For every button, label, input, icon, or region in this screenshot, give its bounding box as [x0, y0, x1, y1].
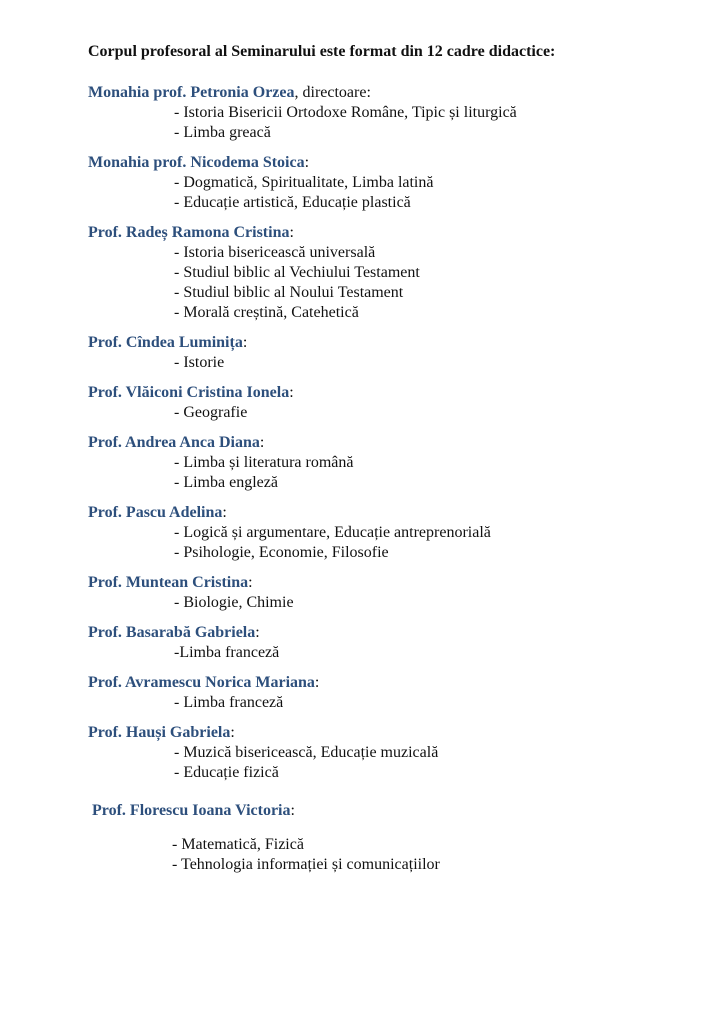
teacher-entry: [88, 223, 420, 323]
subject-item: - Dogmatică, Spiritualitate, Limba latină: [174, 174, 434, 191]
subject-list: [174, 523, 491, 563]
subject-list: [174, 173, 433, 213]
teacher-role: :: [242, 334, 248, 351]
teacher-name: Prof. Andrea Anca Diana: [88, 434, 260, 451]
subject-list: [174, 593, 294, 613]
teacher-entry: [88, 433, 353, 493]
teacher-name: Prof. Vlăiconi Cristina Ionela: [88, 384, 290, 401]
teacher-role: :: [222, 504, 227, 521]
subject-list: [174, 743, 438, 783]
teacher-entry: [92, 801, 440, 875]
teacher-heading: [88, 333, 247, 353]
teacher-heading: [88, 383, 294, 403]
subject-item: - Limba și literatura română: [174, 454, 354, 471]
subject-item: - Biologie, Chimie: [174, 594, 294, 611]
teacher-name: Prof. Basarabă Gabriela: [88, 624, 256, 641]
teacher-heading: [88, 153, 433, 173]
teacher-entry: [88, 83, 517, 143]
teacher-heading: [88, 223, 420, 243]
subject-item: - Limba greacă: [174, 124, 271, 141]
subject-item: - Istorie: [174, 354, 225, 371]
teacher-role: , directoare:: [294, 84, 371, 101]
subject-list: [174, 353, 247, 373]
teacher-heading: [88, 723, 438, 743]
teacher-name: Prof. Cîndea Luminița: [88, 334, 243, 351]
subject-item: - Studiul biblic al Noului Testament: [174, 284, 404, 301]
teacher-role: :: [248, 574, 253, 591]
subject-item: - Studiul biblic al Vechiului Testament: [174, 264, 420, 281]
subject-item: - Istoria bisericească universală: [174, 244, 376, 261]
document-title: Corpul profesoral al Seminarului este format din 12 cadre didactice:: [88, 43, 556, 60]
teacher-role: :: [289, 224, 294, 241]
teacher-name: Prof. Florescu Ioana Victoria: [92, 802, 291, 819]
teacher-name: Monahia prof. Nicodema Stoica: [88, 154, 305, 171]
teacher-role: :: [230, 724, 235, 741]
subject-item: - Muzică bisericească, Educație muzicală: [174, 744, 439, 761]
teacher-heading: [88, 433, 353, 453]
teacher-heading: [88, 503, 491, 523]
subject-item: - Limba engleză: [174, 474, 278, 491]
subject-item: - Limba franceză: [174, 694, 284, 711]
subject-list: [174, 643, 279, 663]
subject-list: [174, 243, 420, 323]
teacher-entry: [88, 673, 319, 713]
subject-item: - Educație artistică, Educație plastică: [174, 194, 411, 211]
subject-item: - Tehnologia informației și comunicațiilor: [172, 856, 440, 873]
teacher-name: Monahia prof. Petronia Orzea: [88, 84, 295, 101]
teacher-name: Prof. Muntean Cristina: [88, 574, 249, 591]
subject-list: [174, 453, 353, 493]
teacher-name: Prof. Pascu Adelina: [88, 504, 223, 521]
subject-item: - Psihologie, Economie, Filosofie: [174, 544, 389, 561]
subject-item: - Morală creștină, Catehetică: [174, 304, 359, 321]
teacher-entry: [88, 573, 294, 613]
subject-item: -Limba franceză: [174, 644, 280, 661]
subject-item: - Logică și argumentare, Educație antreprenorială: [174, 524, 491, 541]
subject-list: [174, 103, 517, 143]
teacher-role: :: [259, 434, 265, 451]
subject-list: [174, 403, 294, 423]
subject-list: [174, 693, 319, 713]
teacher-entry: [88, 503, 491, 563]
teacher-name: Prof. Radeș Ramona Cristina: [88, 224, 290, 241]
teacher-heading: [88, 83, 517, 103]
teacher-heading: [88, 623, 279, 643]
subject-item: - Geografie: [174, 404, 248, 421]
teacher-entry: [88, 153, 433, 213]
subject-item: - Matematică, Fizică: [172, 836, 304, 853]
teacher-name: Prof. Avramescu Norica Mariana: [88, 674, 315, 691]
teacher-heading: [88, 573, 294, 593]
teacher-entry: [88, 723, 438, 783]
teacher-entry: [88, 383, 294, 423]
teacher-entry: [88, 333, 247, 373]
subject-item: - Istoria Bisericii Ortodoxe Române, Tipic și liturgică: [174, 104, 517, 121]
teacher-entry: [88, 623, 279, 663]
teacher-role: :: [304, 154, 310, 171]
teacher-name: Prof. Hauși Gabriela: [88, 724, 231, 741]
teacher-role: :: [255, 624, 260, 641]
teacher-heading: [88, 673, 319, 693]
subject-list: [172, 835, 440, 875]
teacher-heading: [92, 801, 440, 821]
teacher-role: :: [314, 674, 320, 691]
teacher-role: :: [290, 802, 295, 819]
teacher-role: :: [289, 384, 294, 401]
subject-item: - Educație fizică: [174, 764, 279, 781]
